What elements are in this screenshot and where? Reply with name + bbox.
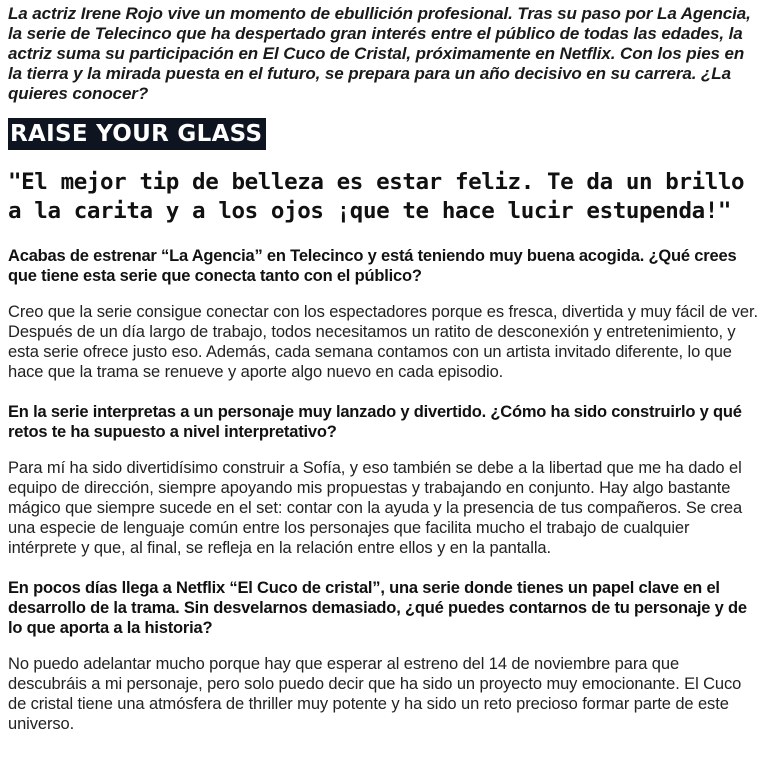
article-intro: La actriz Irene Rojo vive un momento de ebullición profesional. Tras su paso por La Agencia, la serie de Telecinco que ha despertado gran interés entre el público de todas las edades, la actriz suma su participación en El Cuco de Cristal, próximamente en Netflix. Con los pies en la tierra y la mirada puesta en el futuro, se prepara para un año decisivo en su carrera. ¿La quieres conocer?	[8, 4, 751, 103]
interview-question: En la serie interpretas a un personaje muy lanzado y divertido. ¿Cómo ha sido construirlo y qué retos te ha supuesto a nivel interpretativo?	[8, 403, 742, 441]
interview-answer: Creo que la serie consigue conectar con los espectadores porque es fresca, divertida y muy fácil de ver. Después de un día largo de trabajo, todos necesitamos un ratito de desconexión y entretenimiento, y esta serie ofrece justo eso. Además, cada semana contamos con un artista invitado diferente, lo que hace que la trama se renueve y aporte algo nuevo en cada episodio.	[8, 303, 758, 381]
interview-block-1	[8, 246, 760, 382]
interview-block-3	[8, 578, 760, 734]
pull-quote: "El mejor tip de belleza es estar feliz. Te da un brillo a la carita y a los ojos ¡que te hace lucir estupenda!"	[8, 169, 745, 224]
interview-question: Acabas de estrenar “La Agencia” en Telecinco y está teniendo muy buena acogida. ¿Qué crees que tiene esta serie que conecta tanto con el público?	[8, 247, 737, 285]
article	[8, 0, 760, 734]
interview-block-2	[8, 402, 760, 558]
interview-answer: No puedo adelantar mucho porque hay que esperar al estreno del 14 de noviembre para que descubráis a mi personaje, pero solo puedo decir que ha sido un proyecto muy emocionante. El Cuco de cristal tiene una atmósfera de thriller muy potente y ha sido un reto precioso formar parte de este universo.	[8, 655, 742, 733]
section-title: RAISE YOUR GLASS	[8, 118, 266, 150]
interview-answer: Para mí ha sido divertidísimo construir a Sofía, y eso también se debe a la libertad que me ha dado el equipo de dirección, siempre apoyando mis propuestas y trabajando en conjunto. Hay algo bastante mágico que siempre sucede en el set: contar con la ayuda y la presencia de tus compañeros. Se crea una especie de lenguaje común entre los personajes que facilita mucho el trabajo de cualquier intérprete y que, al final, se refleja en la relación entre ellos y en la pantalla.	[8, 459, 743, 557]
interview-question: En pocos días llega a Netflix “El Cuco de cristal”, una serie donde tienes un papel clave en el desarrollo de la trama. Sin desvelarnos demasiado, ¿qué puedes contarnos de tu personaje y de lo que aporta a la historia?	[8, 579, 747, 637]
